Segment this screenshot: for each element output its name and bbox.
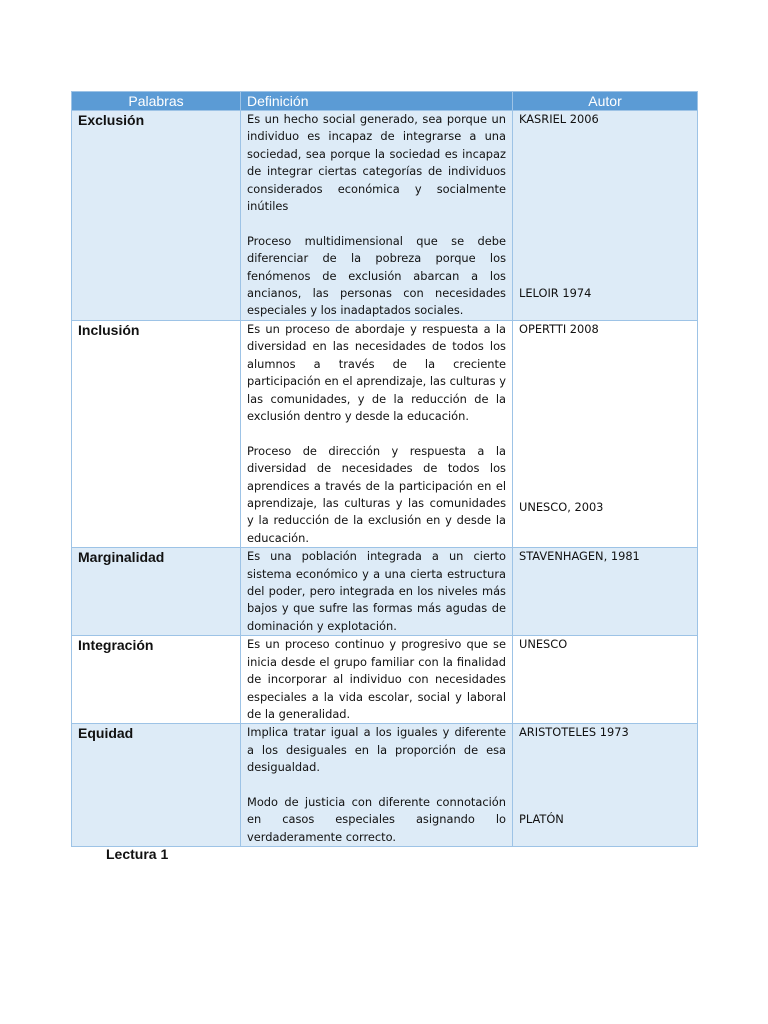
author-text: ARISTOTELES 1973 [519, 725, 629, 740]
definition-cell [241, 724, 513, 847]
author-cell [513, 636, 698, 724]
definition-text: Proceso de dirección y respuesta a la diversidad de necesidades de todos los aprendices a través de la participación en el aprendizaje, las culturas y las comunidades y la reducción de la exclusión en y desde la educación. [247, 443, 506, 545]
word-cell: Exclusión [72, 111, 241, 321]
word-cell: Equidad [72, 724, 241, 847]
definition-text: Implica tratar igual a los iguales y diferente a los desiguales en la proporción de esa desigualdad. [247, 725, 506, 775]
definition-cell [241, 111, 513, 321]
author-cell [513, 111, 698, 321]
author-cell [513, 548, 698, 636]
header-palabras: Palabras [72, 92, 241, 111]
word-cell: Integración [72, 636, 241, 724]
header-definicion: Definición [241, 92, 513, 111]
author-text: LELOIR 1974 [519, 286, 592, 300]
table-row [72, 111, 698, 321]
author-text: PLATÓN [519, 812, 564, 827]
definition-text: Es un proceso continuo y progresivo que se inicia desde el grupo familiar con la finalidad de incorporar al individuo con necesidades especiales a la vida escolar, social y laboral de la generalidad. [247, 637, 506, 721]
table-row [72, 548, 698, 636]
author-cell [513, 724, 698, 847]
table-header-row [72, 92, 698, 111]
author-text: KASRIEL 2006 [519, 112, 599, 126]
word-cell: Inclusión [72, 321, 241, 548]
author-text: STAVENHAGEN, 1981 [519, 549, 640, 564]
header-autor: Autor [513, 92, 698, 111]
definition-cell [241, 548, 513, 636]
table-row [72, 321, 698, 548]
author-text: UNESCO [519, 637, 568, 652]
definition-text: Es un hecho social generado, sea porque un individuo es incapaz de integrarse a una sociedad, sea porque la sociedad es incapaz de integrar ciertas categorías de individuos considerados económica y socialmente inútiles [247, 112, 506, 214]
definition-text: Es una población integrada a un cierto sistema económico y a una cierta estructura del poder, pero integrada en los niveles más bajos y que sufre las formas más agudas de dominación y explotación. [247, 549, 506, 633]
author-text: OPERTTI 2008 [519, 322, 599, 336]
table-row [72, 724, 698, 847]
definition-text: Es un proceso de abordaje y respuesta a la diversidad en las necesidades de todos los alumnos a través de la creciente participación en el aprendizaje, las culturas y las comunidades, y de la reducción de la exclusión dentro y desde la educación. [247, 322, 506, 424]
caption-lectura: Lectura 1 [106, 846, 169, 862]
author-cell [513, 321, 698, 548]
definition-cell [241, 636, 513, 724]
definition-cell [241, 321, 513, 548]
word-cell: Marginalidad [72, 548, 241, 636]
definition-text: Modo de justicia con diferente connotación en casos especiales asignando lo verdaderamente correcto. [247, 794, 506, 844]
definition-text: Proceso multidimensional que se debe diferenciar de la pobreza porque los fenómenos de exclusión abarcan a los ancianos, las personas con necesidades especiales y los inadaptados sociales. [247, 233, 506, 318]
table-row [72, 636, 698, 724]
author-text: UNESCO, 2003 [519, 500, 604, 514]
definitions-table [71, 91, 698, 847]
